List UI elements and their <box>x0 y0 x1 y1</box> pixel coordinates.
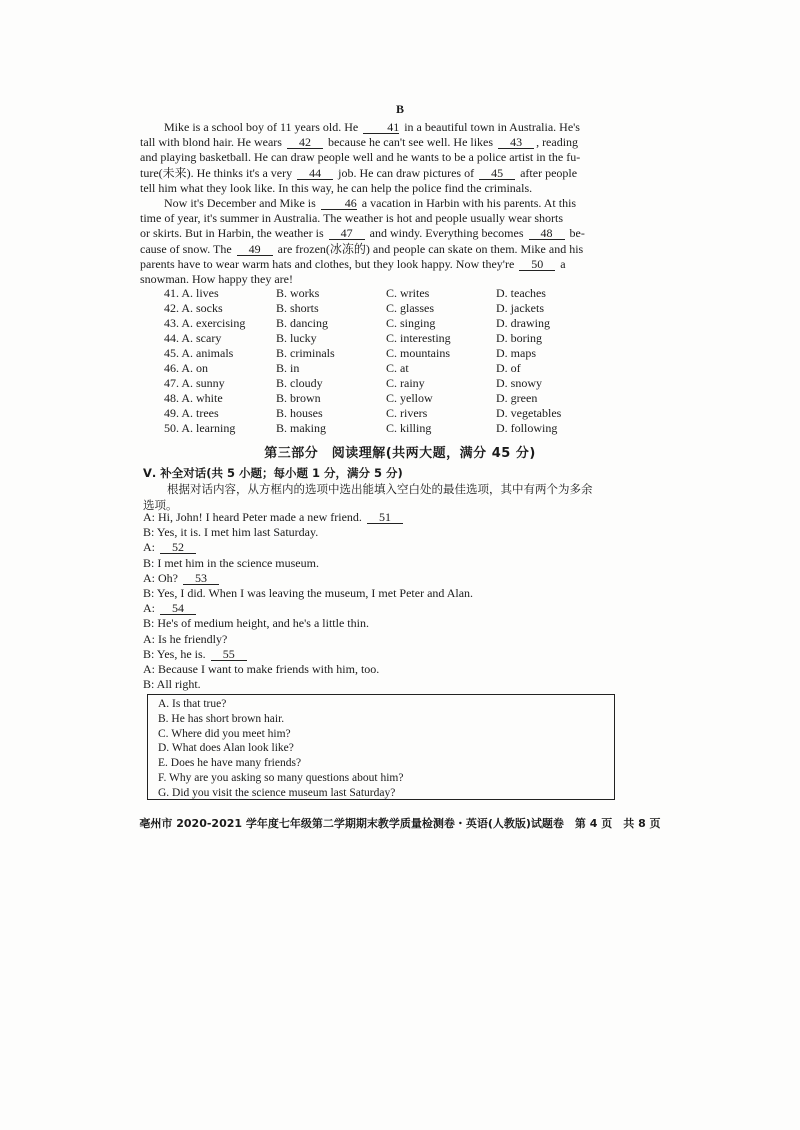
text-segment: A: Hi, John! I heard Peter made a new friend. <box>143 510 365 524</box>
option-choice: 45. A. animals <box>164 346 234 360</box>
options-box <box>147 694 615 800</box>
text-line <box>140 196 626 211</box>
blank-54: 54 <box>160 602 196 615</box>
text-segment: Mike is a school boy of 11 years old. He <box>164 120 362 134</box>
text-segment: B: Yes, it is. I met him last Saturday. <box>143 525 319 540</box>
text-segment: B: He's of medium height, and he's a little thin. <box>143 616 369 631</box>
section-v-heading: Ⅴ. 补全对话(共 5 小题；每小题 1 分，满分 5 分) <box>143 466 403 480</box>
option-choice: 48. A. white <box>164 391 223 405</box>
part3-title: 第三部分 阅读理解(共两大题，满分 45 分) <box>264 446 536 461</box>
option-choice: 44. A. scary <box>164 331 222 345</box>
text-line <box>140 166 626 181</box>
option-choice: B. dancing <box>276 316 328 330</box>
option-choice: 42. A. socks <box>164 301 223 315</box>
option-choice: B. houses <box>276 406 323 420</box>
blank-48: 48 <box>529 227 565 240</box>
text-segment: A: Oh? <box>143 570 181 585</box>
option-choice: C. killing <box>386 421 432 435</box>
option-choice: B. making <box>276 421 326 435</box>
blank-52: 52 <box>160 541 196 554</box>
cloze-passage <box>140 120 626 287</box>
instruction-line: 根据对话内容，从方框内的选项中选出能填入空白处的最佳选项，其中有两个为多余 <box>167 482 593 496</box>
option-choice: D. of <box>496 361 521 375</box>
text-line <box>143 677 623 692</box>
text-line <box>140 242 626 257</box>
option-row <box>164 286 624 301</box>
text-line <box>140 120 626 135</box>
text-line <box>140 226 626 241</box>
blank-42: 42 <box>287 136 323 149</box>
blank-45: 45 <box>479 167 515 180</box>
option-choice: D. maps <box>496 346 536 360</box>
text-line <box>140 150 626 165</box>
text-segment: B: Yes, he is. <box>143 646 209 661</box>
text-segment: are frozen(冰冻的) and people can skate on them. Mike and his <box>274 241 584 256</box>
option-choice: D. snowy <box>496 376 543 390</box>
text-segment: and playing basketball. He can draw people well and he wants to be a police artist in the fu- <box>140 150 581 165</box>
option-choice: B. cloudy <box>276 376 323 390</box>
cloze-options-table <box>164 286 624 436</box>
text-line <box>140 181 626 196</box>
text-segment: cause of snow. The <box>140 241 235 256</box>
text-line <box>140 211 626 226</box>
dialog <box>143 510 623 692</box>
option-choice: C. singing <box>386 316 436 330</box>
text-segment: parents have to wear warm hats and clothes, but they look happy. Now they're <box>140 256 518 271</box>
text-segment: and windy. Everything becomes <box>366 226 527 241</box>
text-segment: A: <box>143 601 158 616</box>
text-line <box>140 257 626 272</box>
option-row <box>164 406 624 421</box>
text-segment: A: Is he friendly? <box>143 631 228 646</box>
text-segment: B: Yes, I did. When I was leaving the museum, I met Peter and Alan. <box>143 585 474 600</box>
option-row <box>164 331 624 346</box>
text-line <box>143 586 623 601</box>
option-row <box>164 301 624 316</box>
option-row <box>164 391 624 406</box>
option-choice: C. mountains <box>386 346 451 360</box>
text-segment: or skirts. But in Harbin, the weather is <box>140 226 327 241</box>
option-row <box>164 316 624 331</box>
text-segment: job. He can draw pictures of <box>335 165 478 180</box>
text-segment: B: All right. <box>143 677 201 692</box>
option-choice: B. lucky <box>276 331 317 345</box>
option-choice: 46. A. on <box>164 361 209 375</box>
text-segment: time of year, it's summer in Australia. The weather is hot and people usually wear shorts <box>140 211 564 226</box>
text-segment: in a beautiful town in Australia. He's <box>401 120 580 134</box>
box-option: G. Did you visit the science museum last Saturday? <box>158 786 396 799</box>
option-choice: C. yellow <box>386 391 433 405</box>
text-segment: after people <box>517 165 578 180</box>
option-row <box>164 346 624 361</box>
instruction-line: 选项。 <box>143 498 178 512</box>
text-line <box>143 525 623 540</box>
option-choice: B. criminals <box>276 346 335 360</box>
text-segment: ture(未来). He thinks it's a very <box>140 165 296 180</box>
option-choice: B. works <box>276 286 320 300</box>
box-option: F. Why are you asking so many questions about him? <box>158 771 404 784</box>
box-option: B. He has short brown hair. <box>158 712 285 725</box>
box-option: A. Is that true? <box>158 698 227 710</box>
option-choice: D. green <box>496 391 538 405</box>
text-segment: tall with blond hair. He wears <box>140 135 285 150</box>
option-choice: C. interesting <box>386 331 451 345</box>
text-segment: be- <box>566 226 585 241</box>
option-choice: 49. A. trees <box>164 406 219 420</box>
text-line <box>143 662 623 677</box>
option-row <box>164 421 624 436</box>
section-v-instruction <box>143 481 623 513</box>
option-choice: B. shorts <box>276 301 319 315</box>
text-line <box>140 272 626 287</box>
text-line <box>143 540 623 555</box>
blank-46: 46 <box>321 197 357 210</box>
option-choice: C. writes <box>386 286 430 300</box>
blank-44: 44 <box>297 167 333 180</box>
text-segment: tell him what they look like. In this way, he can help the police find the criminals. <box>140 180 533 195</box>
blank-55: 55 <box>211 648 247 661</box>
text-line <box>143 601 623 616</box>
blank-53: 53 <box>183 572 219 585</box>
option-row <box>164 361 624 376</box>
option-choice: D. vegetables <box>496 406 562 420</box>
blank-49: 49 <box>237 243 273 256</box>
box-option: E. Does he have many friends? <box>158 757 302 770</box>
option-choice: B. in <box>276 361 300 375</box>
option-choice: D. boring <box>496 331 542 345</box>
option-choice: 43. A. exercising <box>164 316 246 330</box>
option-choice: D. teaches <box>496 286 546 300</box>
text-segment: snowman. How happy they are! <box>140 272 293 287</box>
option-choice: D. drawing <box>496 316 550 330</box>
text-segment: Now it's December and Mike is <box>164 196 319 211</box>
blank-50: 50 <box>519 258 555 271</box>
section-letter: B <box>395 102 404 116</box>
text-line <box>143 556 623 571</box>
option-row <box>164 376 624 391</box>
box-option: C. Where did you meet him? <box>158 727 291 740</box>
text-line <box>143 510 623 525</box>
text-line <box>143 616 623 631</box>
option-choice: C. glasses <box>386 301 434 315</box>
blank-43: 43 <box>498 136 534 149</box>
blank-47: 47 <box>329 227 365 240</box>
text-segment: a vacation in Harbin with his parents. At this <box>358 196 577 211</box>
text-line <box>143 632 623 647</box>
option-choice: 41. A. lives <box>164 286 219 300</box>
text-segment: , reading <box>536 135 579 150</box>
blank-51: 51 <box>367 511 403 524</box>
option-choice: C. at <box>386 361 409 375</box>
option-choice: B. brown <box>276 391 321 405</box>
text-segment: A: Because I want to make friends with him, too. <box>143 661 380 676</box>
option-choice: C. rivers <box>386 406 428 420</box>
text-line <box>140 135 626 150</box>
option-choice: D. following <box>496 421 558 435</box>
option-choice: 47. A. sunny <box>164 376 225 390</box>
text-segment: A: <box>143 540 158 555</box>
text-segment: because he can't see well. He likes <box>324 135 497 150</box>
page-footer: 亳州市 2020-2021 学年度七年级第二学期期末教学质量检测卷・英语(人教版)试题卷 第 4 页 共 8 页 <box>139 817 661 830</box>
text-line <box>143 647 623 662</box>
blank-41: 41 <box>363 121 399 134</box>
option-choice: 50. A. learning <box>164 421 236 435</box>
option-choice: C. rainy <box>386 376 425 390</box>
text-line <box>143 571 623 586</box>
box-option: D. What does Alan look like? <box>158 742 294 755</box>
text-segment: B: I met him in the science museum. <box>143 555 319 570</box>
text-segment: a <box>557 256 566 271</box>
option-choice: D. jackets <box>496 301 544 315</box>
